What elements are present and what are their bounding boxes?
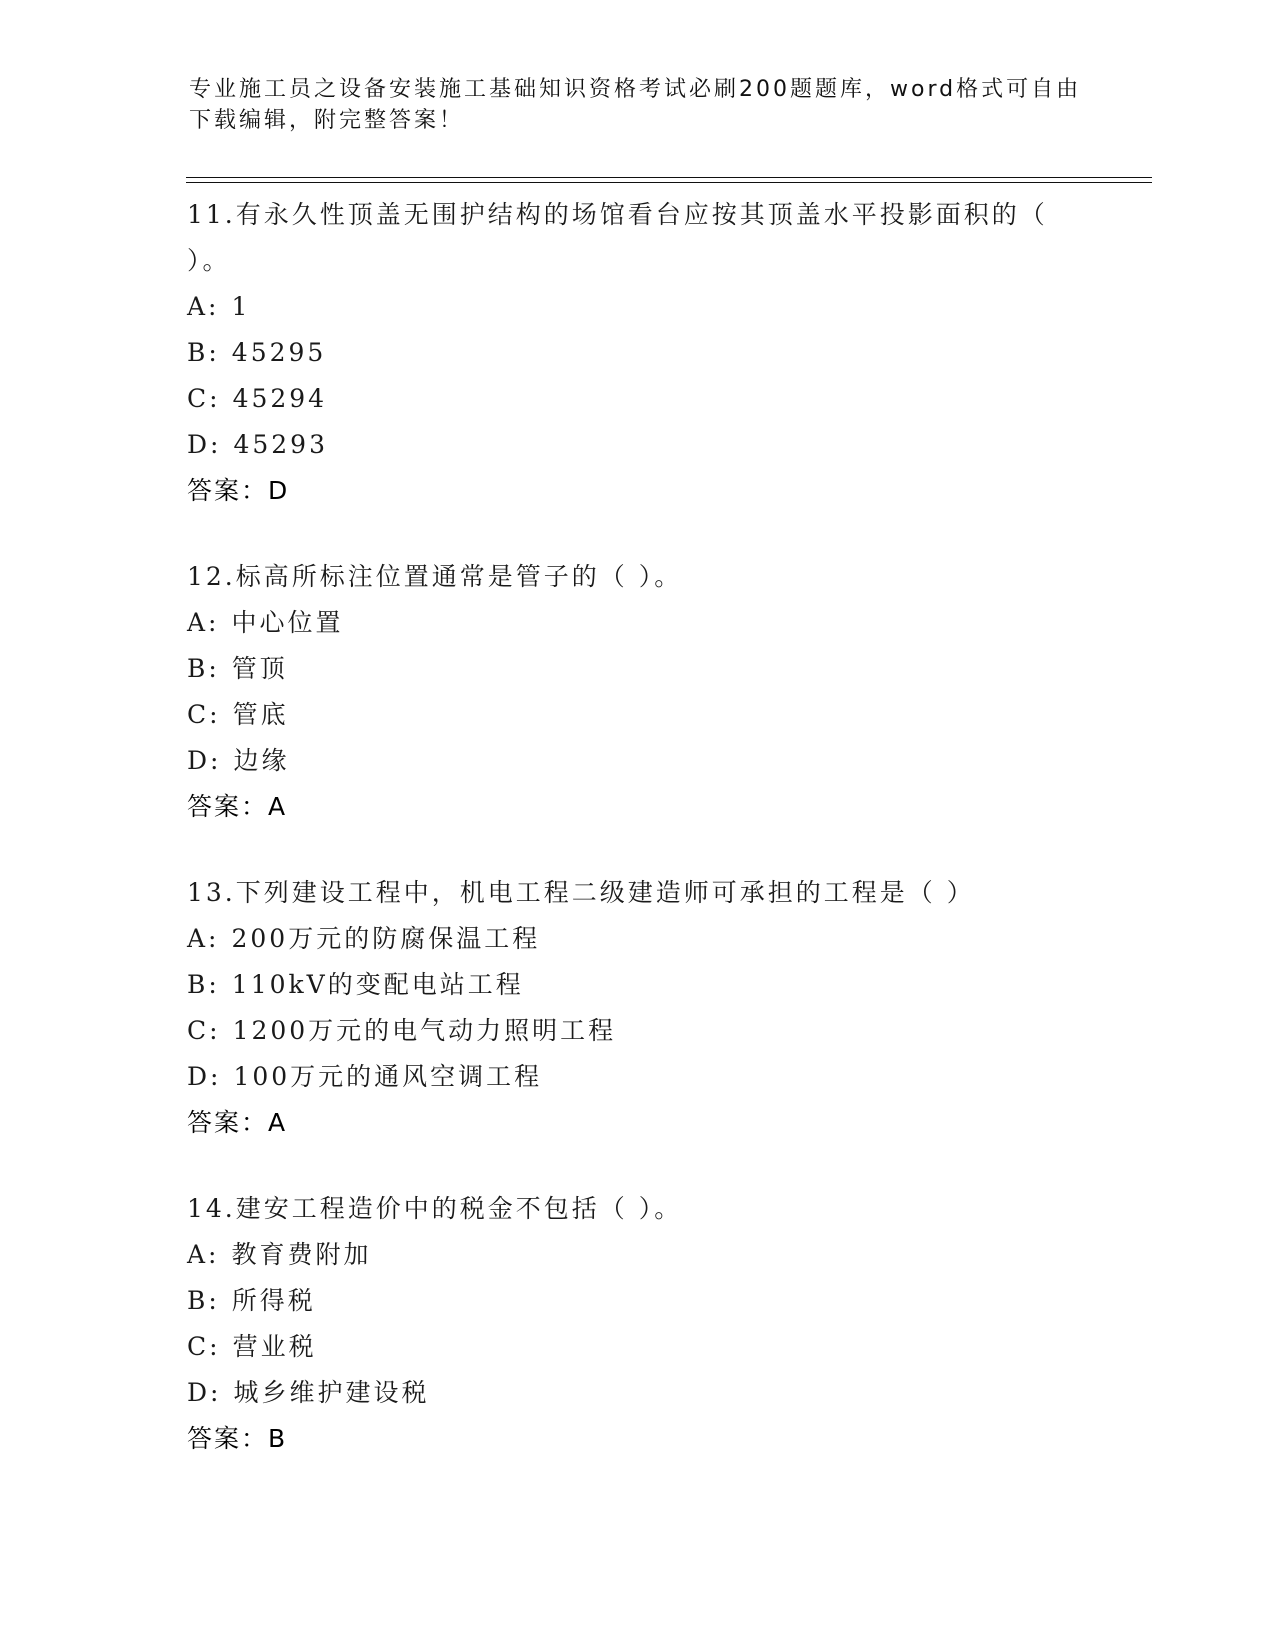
option-key: A: xyxy=(187,924,220,953)
option-key: D: xyxy=(187,1378,222,1407)
option-text: 100万元的通风空调工程 xyxy=(233,1062,543,1091)
option-text: 1 xyxy=(231,292,251,321)
option-text: 管底 xyxy=(232,700,289,729)
option-a xyxy=(187,600,1087,646)
option-text: 110kV的变配电站工程 xyxy=(231,970,524,999)
option-d xyxy=(187,1370,1087,1416)
option-d xyxy=(187,738,1087,784)
option-b xyxy=(187,646,1087,692)
question-stem: 12.标高所标注位置通常是管子的（ ）。 xyxy=(187,562,683,591)
option-text: 1200万元的电气动力照明工程 xyxy=(232,1016,617,1045)
option-key: A: xyxy=(187,1240,220,1269)
option-text: 中心位置 xyxy=(231,608,344,637)
option-key: B: xyxy=(187,654,220,683)
answer-label: 答案：A xyxy=(187,1108,288,1137)
option-d xyxy=(187,1054,1087,1100)
option-b xyxy=(187,330,1087,376)
option-key: D: xyxy=(187,1062,222,1091)
option-c xyxy=(187,692,1087,738)
document-header: 专业施工员之设备安装施工基础知识资格考试必刷200题题库，word格式可自由下载编辑，附完整答案！ xyxy=(189,77,1082,133)
option-a xyxy=(187,284,1087,330)
option-text: 营业税 xyxy=(232,1332,317,1361)
option-key: A: xyxy=(187,608,220,637)
option-c xyxy=(187,376,1087,422)
option-key: C: xyxy=(187,1332,221,1361)
option-key: A: xyxy=(187,292,220,321)
header-divider-top xyxy=(186,177,1152,178)
option-key: C: xyxy=(187,1016,221,1045)
option-key: C: xyxy=(187,384,221,413)
option-key: D: xyxy=(187,746,222,775)
option-key: B: xyxy=(187,338,220,367)
question-stem: 11.有永久性顶盖无围护结构的场馆看台应按其顶盖水平投影面积的（ ）。 xyxy=(187,200,1048,275)
option-d xyxy=(187,422,1087,468)
option-a xyxy=(187,916,1087,962)
question-14 xyxy=(187,1186,1087,1462)
option-text: 城乡维护建设税 xyxy=(233,1378,430,1407)
option-b xyxy=(187,962,1087,1008)
option-a xyxy=(187,1232,1087,1278)
option-c xyxy=(187,1008,1087,1054)
question-13 xyxy=(187,870,1087,1146)
option-key: D: xyxy=(187,430,222,459)
option-key: B: xyxy=(187,1286,220,1315)
option-text: 200万元的防腐保温工程 xyxy=(231,924,541,953)
option-key: B: xyxy=(187,970,220,999)
option-text: 所得税 xyxy=(231,1286,316,1315)
option-c xyxy=(187,1324,1087,1370)
header-divider-bottom xyxy=(186,182,1152,183)
option-text: 45294 xyxy=(232,384,328,413)
question-list xyxy=(187,192,1087,1502)
option-text: 教育费附加 xyxy=(231,1240,372,1269)
option-text: 45295 xyxy=(231,338,327,367)
option-b xyxy=(187,1278,1087,1324)
answer-label: 答案：B xyxy=(187,1424,288,1453)
question-11 xyxy=(187,192,1087,514)
option-key: C: xyxy=(187,700,221,729)
option-text: 管顶 xyxy=(231,654,288,683)
option-text: 45293 xyxy=(233,430,328,459)
question-stem: 14.建安工程造价中的税金不包括（ ）。 xyxy=(187,1194,683,1223)
answer-label: 答案：A xyxy=(187,792,288,821)
answer-label: 答案：D xyxy=(187,476,290,505)
question-12 xyxy=(187,554,1087,830)
question-stem: 13.下列建设工程中，机电工程二级建造师可承担的工程是（ ） xyxy=(187,878,975,907)
option-text: 边缘 xyxy=(233,746,290,775)
